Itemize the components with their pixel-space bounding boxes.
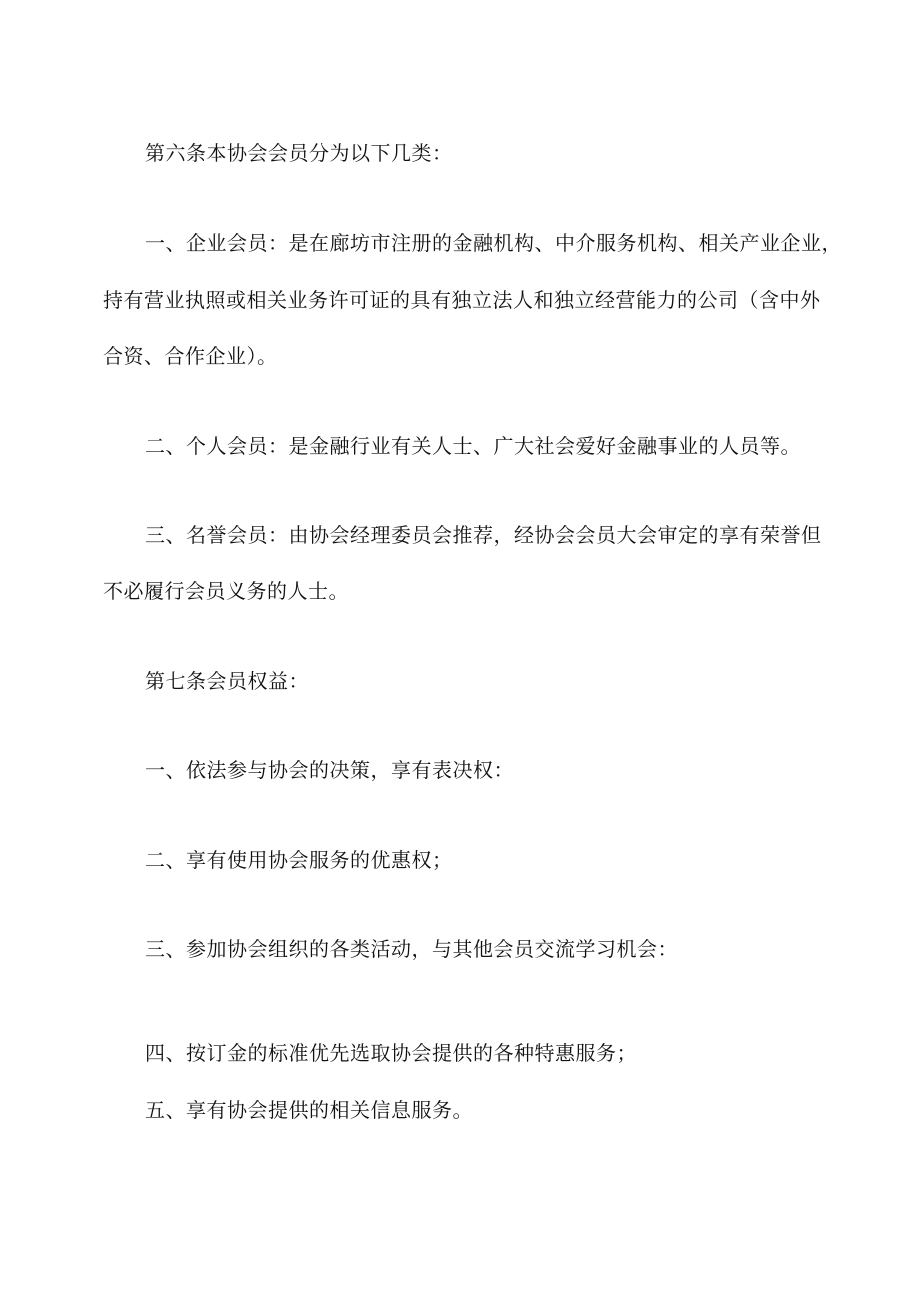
article6-heading: 第六条本协会会员分为以下几类：	[145, 141, 453, 165]
article7-item3: 三、参加协会组织的各类活动，与其他会员交流学习机会：	[145, 937, 678, 961]
article6-item3-line1: 三、名誉会员：由协会经理委员会推荐，经协会会员大会审定的享有荣誉但	[145, 523, 822, 547]
article6-item2: 二、个人会员：是金融行业有关人士、广大社会爱好金融事业的人员等。	[145, 434, 801, 458]
article7-item4: 四、按订金的标准优先选取协会提供的各种特惠服务；	[145, 1041, 637, 1065]
article6-item1-line1: 一、企业会员：是在廊坊市注册的金融机构、中介服务机构、相关产业企业，	[145, 231, 842, 255]
article7-item1: 一、依法参与协会的决策，享有表决权：	[145, 758, 514, 782]
article6-item1-line3: 合资、合作企业）。	[103, 344, 278, 368]
article6-item1-line2: 持有营业执照或相关业务许可证的具有独立法人和独立经营能力的公司（含中外	[103, 288, 821, 312]
article6-item3-line2: 不必履行会员义务的人士。	[103, 579, 349, 603]
article7-item2: 二、享有使用协会服务的优惠权；	[145, 848, 453, 872]
article7-item5: 五、享有协会提供的相关信息服务。	[145, 1098, 473, 1122]
article7-heading: 第七条会员权益：	[145, 669, 309, 693]
